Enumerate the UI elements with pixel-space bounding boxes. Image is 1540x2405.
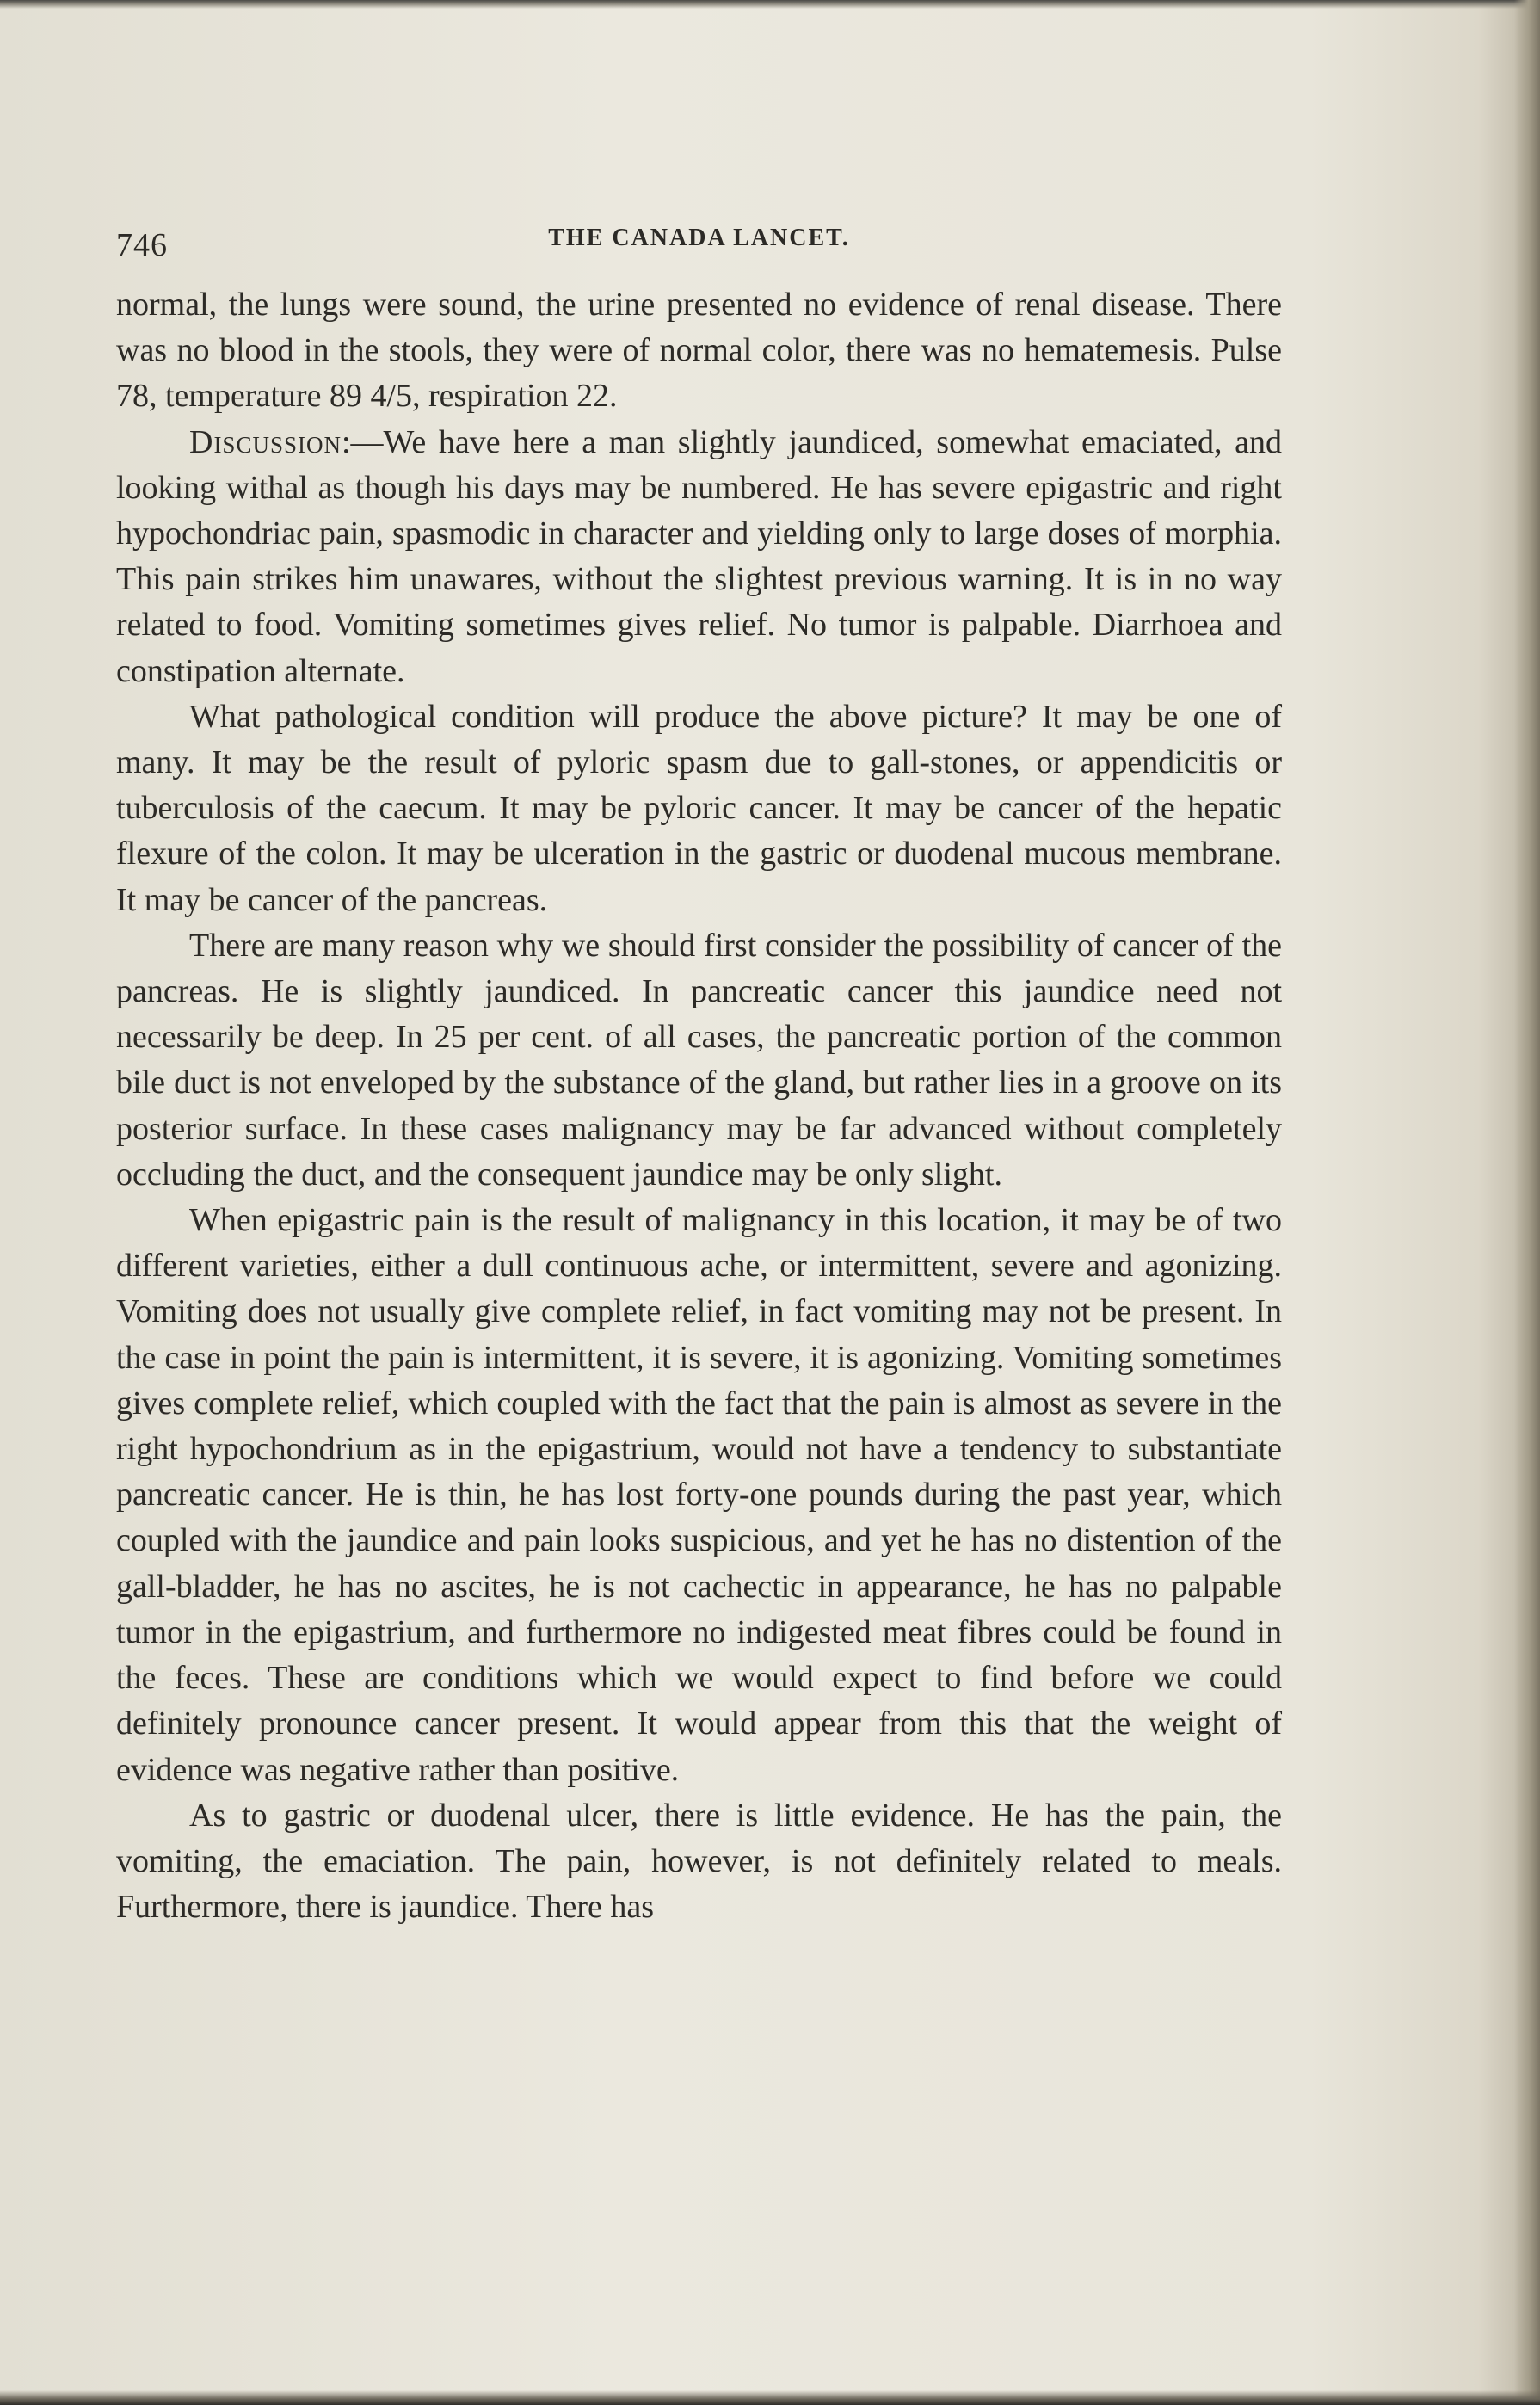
paragraph-3-text: What pathological condition will produce the above picture? It may be one of many. It may be the result of pyloric spasm due to gall-stones, or appendicitis or tuberculosis of the caecum. It may be pyloric cancer. It may be cancer of the hepatic flexure of the colon. It may be ulceration in the gastric or duodenal mucous membrane. It may be cancer of the pancreas. (116, 698, 1282, 918)
body-text (116, 282, 1282, 1930)
top-page-edge (0, 0, 1540, 9)
bottom-page-edge (0, 2390, 1540, 2405)
paragraph-5-text: When epigastric pain is the result of malignancy in this location, it may be of two different varieties, either a dull continuous ache, or intermittent, severe and agonizing. Vomiting does not usually give complete relief, in fact vomiting may not be present. In the case in point the pain is intermittent, it is severe, it is agonizing. Vomiting sometimes gives complete relief, which coupled with the fact that the pain is almost as severe in the right hypochondrium as in the epigastrium, would not have a tendency to substantiate pancreatic cancer. He is thin, he has lost forty-one pounds during the past year, which coupled with the jaundice and pain looks suspicious, and yet he has no distention of the gall-bladder, he has no ascites, he is not cachectic in appearance, he has no palpable tumor in the epigastrium, and furthermore no indigested meat fibres could be found in the feces. These are conditions which we would expect to find before we could definitely pronounce cancer present. It would appear from this that the weight of evidence was negative rather than positive. (116, 1202, 1282, 1788)
paragraph-4-text: There are many reason why we should first consider the possibility of cancer of the pancreas. He is slightly jaundiced. In pancreatic cancer this jaundice need not necessarily be deep. In 25 per cent. of all cases, the pancreatic portion of the common bile duct is not enveloped by the substance of the gland, but rather lies in a groove on its posterior surface. In these cases malignancy may be far advanced without completely occluding the duct, and the consequent jaundice may be only slight. (116, 927, 1282, 1193)
running-head (116, 219, 1282, 262)
discussion-heading: Discussion (189, 423, 342, 460)
paragraph-2-text: :—We have here a man slightly jaundiced, somewhat emaciated, and looking withal as though his days may be numbered. He has severe epigastric and right hypochondriac pain, spasmodic in character and yielding only to large doses of morphia. This pain strikes him unawares, without the slightest previous warning. It is in no way related to food. Vomiting sometimes gives relief. No tumor is palpable. Diarrhoea and constipation alternate. (116, 423, 1282, 689)
paragraph-5 (116, 1198, 1282, 1793)
paragraph-1 (116, 282, 1282, 420)
paragraph-2 (116, 420, 1282, 694)
journal-title: THE CANADA LANCET. (548, 225, 850, 251)
right-page-edge (1514, 0, 1540, 2405)
paragraph-3 (116, 694, 1282, 923)
page-number: 746 (116, 227, 168, 263)
paragraph-1-text: normal, the lungs were sound, the urine presented no evidence of renal disease. There was no blood in the stools, they were of normal color, there was no hematemesis. Pulse 78, temperature 89 4/5, respiration 22. (116, 287, 1282, 415)
paragraph-6 (116, 1793, 1282, 1931)
paragraph-4 (116, 923, 1282, 1198)
paragraph-6-text: As to gastric or duodenal ulcer, there is little evidence. He has the pain, the vomiting, the emaciation. The pain, however, is not definitely related to meals. Furthermore, there is jaundice. There has (116, 1797, 1282, 1926)
